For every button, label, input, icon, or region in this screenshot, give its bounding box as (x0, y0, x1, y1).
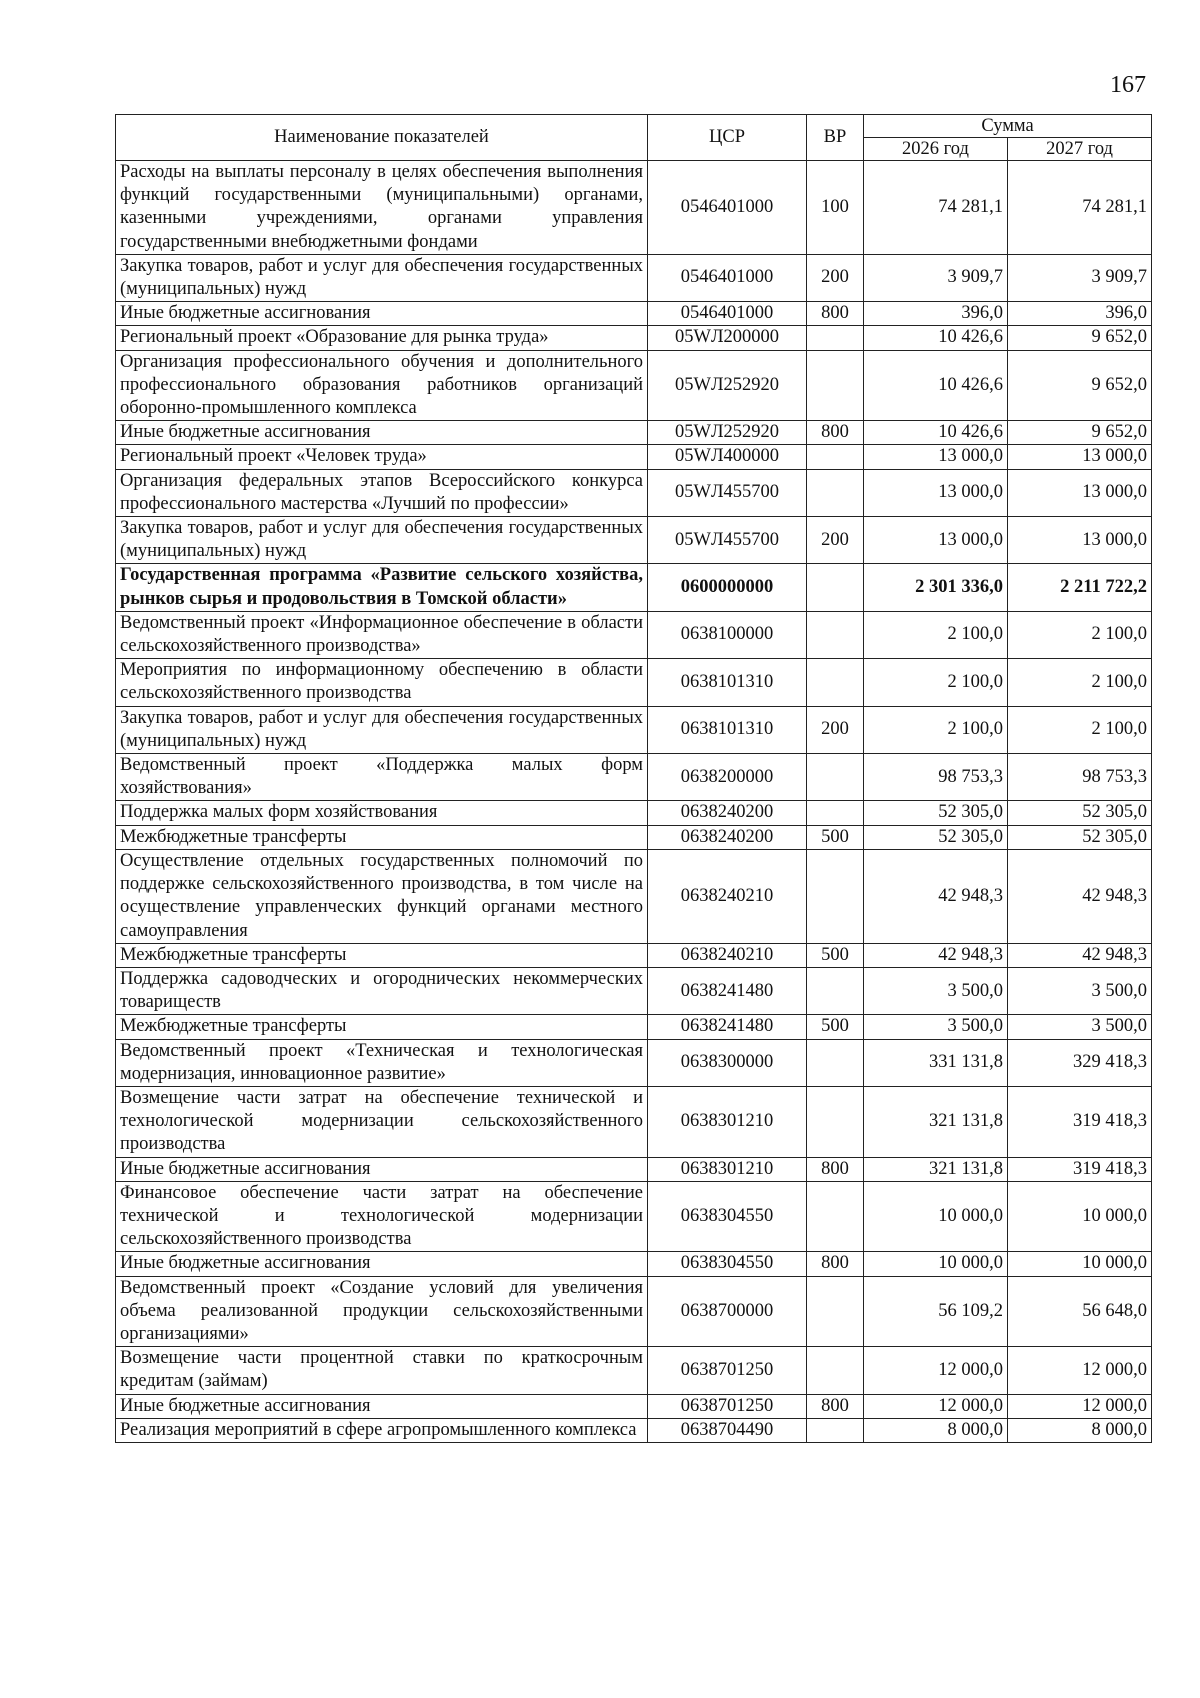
cell-vr: 100 (807, 161, 864, 255)
table-row (116, 1157, 1152, 1181)
cell-vr: 500 (807, 1015, 864, 1039)
cell-csr: 0638701250 (648, 1347, 807, 1394)
cell-sum-2027: 3 909,7 (1008, 254, 1152, 301)
table-body (116, 161, 1152, 1443)
cell-name: Поддержка малых форм хозяйствования (116, 801, 648, 825)
cell-vr (807, 326, 864, 350)
cell-sum-2027: 98 753,3 (1008, 754, 1152, 801)
cell-sum-2026: 10 426,6 (864, 326, 1008, 350)
cell-sum-2026: 42 948,3 (864, 849, 1008, 943)
table-row (116, 1039, 1152, 1086)
header-name: Наименование показателей (116, 115, 648, 161)
cell-sum-2027: 13 000,0 (1008, 469, 1152, 516)
cell-sum-2026: 2 100,0 (864, 706, 1008, 753)
cell-csr: 0638241480 (648, 967, 807, 1014)
cell-sum-2026: 13 000,0 (864, 445, 1008, 469)
cell-sum-2027: 10 000,0 (1008, 1181, 1152, 1252)
cell-sum-2027: 3 500,0 (1008, 1015, 1152, 1039)
cell-sum-2026: 396,0 (864, 302, 1008, 326)
cell-name: Финансовое обеспечение части затрат на обеспечение технической и технологической модернизации сельскохозяйственного производства (116, 1181, 648, 1252)
table-row (116, 943, 1152, 967)
table-row (116, 611, 1152, 658)
cell-csr: 0638240200 (648, 801, 807, 825)
cell-vr: 800 (807, 1157, 864, 1181)
table-row (116, 254, 1152, 301)
cell-sum-2027: 396,0 (1008, 302, 1152, 326)
cell-name: Иные бюджетные ассигнования (116, 1394, 648, 1418)
table-row (116, 1252, 1152, 1276)
cell-sum-2027: 2 211 722,2 (1008, 564, 1152, 611)
cell-vr (807, 849, 864, 943)
cell-name: Иные бюджетные ассигнования (116, 1157, 648, 1181)
cell-sum-2026: 13 000,0 (864, 469, 1008, 516)
cell-sum-2027: 42 948,3 (1008, 849, 1152, 943)
cell-sum-2026: 321 131,8 (864, 1086, 1008, 1157)
cell-vr (807, 1181, 864, 1252)
cell-csr: 05WЛ252920 (648, 421, 807, 445)
cell-name: Мероприятия по информационному обеспечению в области сельскохозяйственного производства (116, 659, 648, 706)
table-row (116, 706, 1152, 753)
cell-vr: 500 (807, 943, 864, 967)
cell-csr: 0638700000 (648, 1276, 807, 1347)
cell-name: Ведомственный проект «Техническая и технологическая модернизация, инновационное развитие» (116, 1039, 648, 1086)
cell-name: Ведомственный проект «Информационное обеспечение в области сельскохозяйственного производства» (116, 611, 648, 658)
cell-sum-2026: 98 753,3 (864, 754, 1008, 801)
cell-vr: 800 (807, 302, 864, 326)
cell-name: Иные бюджетные ассигнования (116, 302, 648, 326)
cell-sum-2026: 8 000,0 (864, 1418, 1008, 1442)
cell-sum-2027: 9 652,0 (1008, 350, 1152, 421)
cell-sum-2027: 56 648,0 (1008, 1276, 1152, 1347)
cell-sum-2026: 3 909,7 (864, 254, 1008, 301)
cell-name: Ведомственный проект «Создание условий для увеличения объема реализованной продукции сельскохозяйственными организациями» (116, 1276, 648, 1347)
cell-sum-2026: 10 426,6 (864, 421, 1008, 445)
cell-sum-2026: 10 000,0 (864, 1181, 1008, 1252)
cell-name: Государственная программа «Развитие сельского хозяйства, рынков сырья и продовольствия в Томской области» (116, 564, 648, 611)
cell-name: Организация федеральных этапов Всероссийского конкурса профессионального мастерства «Лучший по профессии» (116, 469, 648, 516)
cell-vr (807, 1039, 864, 1086)
cell-sum-2026: 10 000,0 (864, 1252, 1008, 1276)
cell-sum-2026: 52 305,0 (864, 825, 1008, 849)
table-row (116, 350, 1152, 421)
cell-sum-2027: 2 100,0 (1008, 706, 1152, 753)
table-row (116, 1181, 1152, 1252)
cell-sum-2027: 10 000,0 (1008, 1252, 1152, 1276)
table-row (116, 469, 1152, 516)
table-row (116, 1086, 1152, 1157)
cell-sum-2027: 12 000,0 (1008, 1347, 1152, 1394)
cell-csr: 0638304550 (648, 1181, 807, 1252)
table-row (116, 967, 1152, 1014)
cell-sum-2027: 9 652,0 (1008, 421, 1152, 445)
cell-csr: 0638301210 (648, 1157, 807, 1181)
cell-csr: 0638701250 (648, 1394, 807, 1418)
cell-vr: 500 (807, 825, 864, 849)
cell-name: Межбюджетные трансферты (116, 1015, 648, 1039)
cell-vr (807, 350, 864, 421)
cell-sum-2026: 12 000,0 (864, 1394, 1008, 1418)
cell-sum-2027: 3 500,0 (1008, 967, 1152, 1014)
table-row (116, 849, 1152, 943)
page-number: 167 (1110, 72, 1146, 98)
table-row (116, 161, 1152, 255)
cell-sum-2026: 52 305,0 (864, 801, 1008, 825)
cell-name: Иные бюджетные ассигнования (116, 1252, 648, 1276)
header-csr: ЦСР (648, 115, 807, 161)
cell-name: Возмещение части процентной ставки по краткосрочным кредитам (займам) (116, 1347, 648, 1394)
cell-sum-2026: 321 131,8 (864, 1157, 1008, 1181)
cell-csr: 0638241480 (648, 1015, 807, 1039)
table-row (116, 801, 1152, 825)
table-row (116, 445, 1152, 469)
table-row (116, 517, 1152, 564)
table-row (116, 1276, 1152, 1347)
cell-sum-2026: 12 000,0 (864, 1347, 1008, 1394)
cell-sum-2026: 2 301 336,0 (864, 564, 1008, 611)
cell-sum-2027: 13 000,0 (1008, 517, 1152, 564)
cell-csr: 0638301210 (648, 1086, 807, 1157)
cell-name: Межбюджетные трансферты (116, 825, 648, 849)
cell-sum-2027: 13 000,0 (1008, 445, 1152, 469)
header-year-2027: 2027 год (1008, 138, 1152, 161)
cell-name: Иные бюджетные ассигнования (116, 421, 648, 445)
cell-vr: 800 (807, 1394, 864, 1418)
cell-csr: 05WЛ455700 (648, 517, 807, 564)
cell-vr: 200 (807, 254, 864, 301)
cell-sum-2027: 2 100,0 (1008, 611, 1152, 658)
table-row (116, 754, 1152, 801)
cell-vr: 800 (807, 1252, 864, 1276)
cell-csr: 0638240200 (648, 825, 807, 849)
header-year-2026: 2026 год (864, 138, 1008, 161)
cell-csr: 0638200000 (648, 754, 807, 801)
table-row (116, 825, 1152, 849)
cell-csr: 05WЛ252920 (648, 350, 807, 421)
cell-vr (807, 967, 864, 1014)
cell-sum-2027: 52 305,0 (1008, 801, 1152, 825)
header-vr: ВР (807, 115, 864, 161)
cell-name: Региональный проект «Человек труда» (116, 445, 648, 469)
cell-name: Закупка товаров, работ и услуг для обеспечения государственных (муниципальных) нужд (116, 254, 648, 301)
cell-csr: 0638300000 (648, 1039, 807, 1086)
cell-csr: 0638704490 (648, 1418, 807, 1442)
table-row (116, 1394, 1152, 1418)
cell-sum-2027: 9 652,0 (1008, 326, 1152, 350)
cell-sum-2026: 42 948,3 (864, 943, 1008, 967)
cell-name: Ведомственный проект «Поддержка малых форм хозяйствования» (116, 754, 648, 801)
cell-name: Закупка товаров, работ и услуг для обеспечения государственных (муниципальных) нужд (116, 517, 648, 564)
cell-vr (807, 1276, 864, 1347)
cell-csr: 0546401000 (648, 161, 807, 255)
cell-vr (807, 445, 864, 469)
cell-vr: 200 (807, 517, 864, 564)
cell-sum-2027: 8 000,0 (1008, 1418, 1152, 1442)
cell-vr: 800 (807, 421, 864, 445)
cell-sum-2027: 74 281,1 (1008, 161, 1152, 255)
cell-sum-2026: 2 100,0 (864, 611, 1008, 658)
cell-vr (807, 1086, 864, 1157)
cell-csr: 05WЛ200000 (648, 326, 807, 350)
cell-csr: 05WЛ400000 (648, 445, 807, 469)
cell-name: Закупка товаров, работ и услуг для обеспечения государственных (муниципальных) нужд (116, 706, 648, 753)
header-sum: Сумма (864, 115, 1152, 138)
table-row (116, 1015, 1152, 1039)
table-row (116, 302, 1152, 326)
cell-sum-2027: 42 948,3 (1008, 943, 1152, 967)
cell-sum-2026: 3 500,0 (864, 1015, 1008, 1039)
cell-vr: 200 (807, 706, 864, 753)
cell-vr (807, 1347, 864, 1394)
table-row (116, 421, 1152, 445)
cell-sum-2027: 319 418,3 (1008, 1157, 1152, 1181)
cell-name: Осуществление отдельных государственных полномочий по поддержке сельскохозяйственного производства, в том числе на осуществление управленческих функций органами местного самоуправления (116, 849, 648, 943)
cell-csr: 0600000000 (648, 564, 807, 611)
cell-sum-2026: 56 109,2 (864, 1276, 1008, 1347)
cell-vr (807, 1418, 864, 1442)
table-row (116, 326, 1152, 350)
cell-sum-2026: 2 100,0 (864, 659, 1008, 706)
cell-sum-2026: 13 000,0 (864, 517, 1008, 564)
cell-sum-2027: 52 305,0 (1008, 825, 1152, 849)
cell-vr (807, 801, 864, 825)
cell-csr: 0638101310 (648, 659, 807, 706)
table-row (116, 1418, 1152, 1442)
cell-vr (807, 564, 864, 611)
cell-sum-2026: 3 500,0 (864, 967, 1008, 1014)
cell-csr: 0546401000 (648, 302, 807, 326)
cell-csr: 0638240210 (648, 849, 807, 943)
table-row (116, 564, 1152, 611)
budget-table (115, 114, 1152, 1443)
cell-csr: 0546401000 (648, 254, 807, 301)
cell-vr (807, 469, 864, 516)
cell-sum-2027: 2 100,0 (1008, 659, 1152, 706)
cell-sum-2026: 331 131,8 (864, 1039, 1008, 1086)
cell-sum-2027: 329 418,3 (1008, 1039, 1152, 1086)
cell-csr: 05WЛ455700 (648, 469, 807, 516)
cell-csr: 0638240210 (648, 943, 807, 967)
cell-name: Организация профессионального обучения и дополнительного профессионального образования работников организаций оборонно-промышленного комплекса (116, 350, 648, 421)
cell-name: Расходы на выплаты персоналу в целях обеспечения выполнения функций государственными (муниципальными) органами, казенными учреждениями, органами управления государственными внебюджетными фондами (116, 161, 648, 255)
table-row (116, 659, 1152, 706)
cell-name: Поддержка садоводческих и огороднических некоммерческих товариществ (116, 967, 648, 1014)
cell-csr: 0638304550 (648, 1252, 807, 1276)
cell-vr (807, 659, 864, 706)
cell-vr (807, 754, 864, 801)
cell-vr (807, 611, 864, 658)
cell-name: Межбюджетные трансферты (116, 943, 648, 967)
cell-sum-2026: 74 281,1 (864, 161, 1008, 255)
cell-name: Возмещение части затрат на обеспечение технической и технологической модернизации сельскохозяйственного производства (116, 1086, 648, 1157)
cell-csr: 0638100000 (648, 611, 807, 658)
table-header (116, 115, 1152, 161)
cell-name: Реализация мероприятий в сфере агропромышленного комплекса (116, 1418, 648, 1442)
cell-sum-2026: 10 426,6 (864, 350, 1008, 421)
table-row (116, 1347, 1152, 1394)
cell-sum-2027: 319 418,3 (1008, 1086, 1152, 1157)
cell-name: Региональный проект «Образование для рынка труда» (116, 326, 648, 350)
cell-sum-2027: 12 000,0 (1008, 1394, 1152, 1418)
cell-csr: 0638101310 (648, 706, 807, 753)
